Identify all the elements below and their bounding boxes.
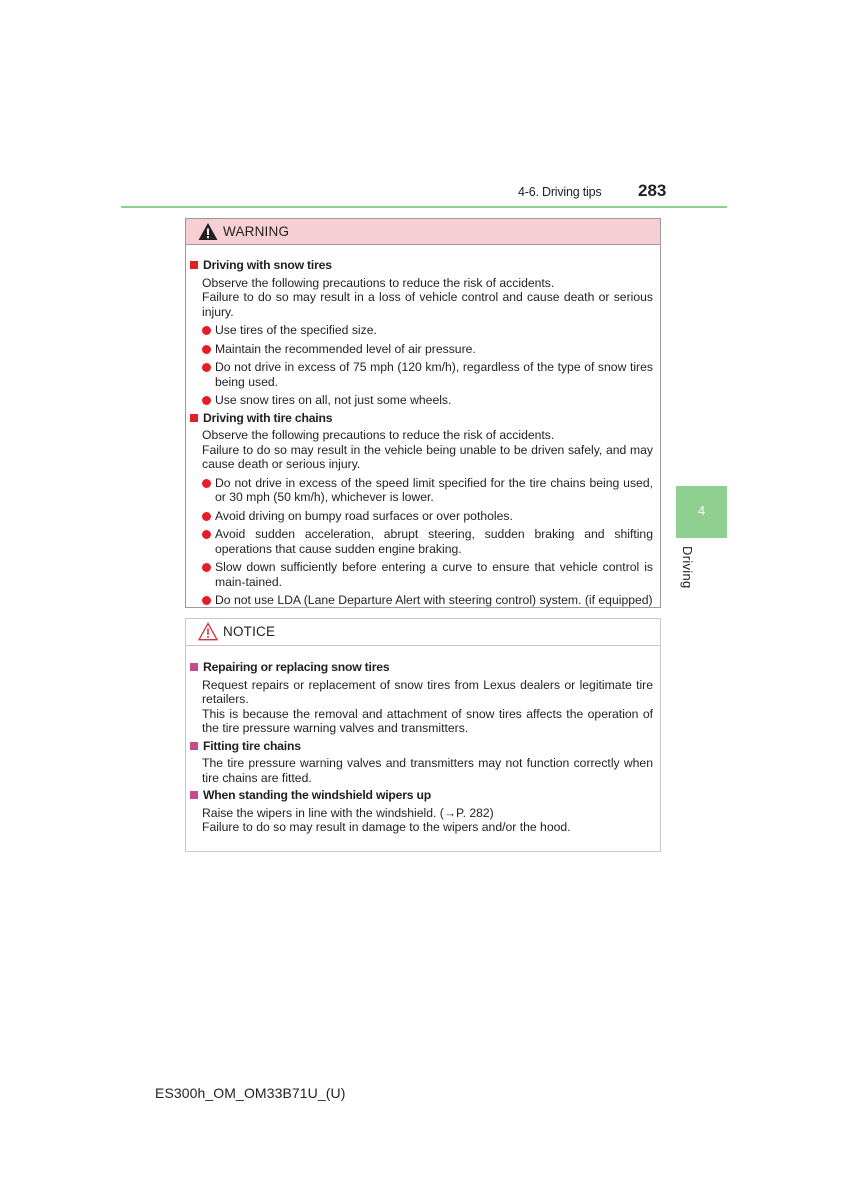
bullet-icon xyxy=(202,326,211,335)
notice-box xyxy=(185,618,661,852)
section-heading: Repairing or replacing snow tires xyxy=(190,660,653,675)
bullet-icon xyxy=(202,479,211,488)
chapter-tab xyxy=(676,486,727,538)
list-item: Avoid driving on bumpy road surfaces or over potholes. xyxy=(202,509,653,524)
square-bullet-icon xyxy=(190,791,198,799)
bullet-icon xyxy=(202,363,211,372)
list-item: Slow down sufficiently before entering a curve to ensure that vehicle control is main-tained. xyxy=(202,560,653,589)
caution-triangle-icon xyxy=(198,622,218,641)
list-item: Maintain the recommended level of air pressure. xyxy=(202,342,653,357)
notice-header xyxy=(186,619,660,646)
bullet-icon xyxy=(202,596,211,605)
notice-section xyxy=(190,739,653,786)
warning-triangle-icon xyxy=(198,222,218,241)
list-item: Do not use LDA (Lane Departure Alert with steering control) system. (if equipped) xyxy=(202,593,653,608)
section-heading: Fitting tire chains xyxy=(190,739,653,754)
square-bullet-icon xyxy=(190,663,198,671)
section-heading: Driving with tire chains xyxy=(190,411,653,426)
list-item: Avoid sudden acceleration, abrupt steering, sudden braking and shifting operations that cause sudden engine braking. xyxy=(202,527,653,556)
notice-content xyxy=(186,646,660,835)
document-code: ES300h_OM_OM33B71U_(U) xyxy=(155,1085,346,1101)
square-bullet-icon xyxy=(190,261,198,269)
notice-title: NOTICE xyxy=(223,624,276,639)
square-bullet-icon xyxy=(190,742,198,750)
paragraph: Raise the wipers in line with the windshield. (→P. 282) Failure to do so may result in damage to the wipers and/or the hood. xyxy=(202,805,571,834)
bullet-list xyxy=(190,476,653,608)
warning-section xyxy=(190,411,653,608)
paragraph: Observe the following precautions to reduce the risk of accidents. Failure to do so may result in a loss of vehicle control and cause death or serious injury. xyxy=(202,275,653,319)
bullet-icon xyxy=(202,530,211,539)
section-heading: When standing the windshield wipers up xyxy=(190,788,653,803)
list-item: Use snow tires on all, not just some wheels. xyxy=(202,393,653,408)
warning-title: WARNING xyxy=(223,224,290,239)
warning-header xyxy=(186,219,660,245)
paragraph: Observe the following precautions to reduce the risk of accidents. Failure to do so may result in the vehicle being unable to be driven safely, and may cause death or serious injury. xyxy=(202,428,653,471)
bullet-icon xyxy=(202,563,211,572)
list-item: Do not drive in excess of 75 mph (120 km/h), regardless of the type of snow tires being used. xyxy=(202,360,653,389)
bullet-icon xyxy=(202,396,211,405)
bullet-icon xyxy=(202,345,211,354)
notice-section xyxy=(190,788,653,835)
chapter-label: Driving xyxy=(680,546,695,589)
notice-section xyxy=(190,660,653,736)
section-heading: Driving with snow tires xyxy=(190,258,653,273)
warning-box xyxy=(185,218,661,608)
chapter-number: 4 xyxy=(697,503,706,518)
header-divider xyxy=(121,206,727,208)
square-bullet-icon xyxy=(190,414,198,422)
bullet-icon xyxy=(202,512,211,521)
paragraph: Request repairs or replacement of snow tires from Lexus dealers or legitimate tire retailers. This is because the removal and attachment of snow tires affects the operation of the tire pressure warning valves and transmitters. xyxy=(202,677,653,735)
paragraph: The tire pressure warning valves and transmitters may not function correctly when tire chains are fitted. xyxy=(202,756,653,785)
page-number: 283 xyxy=(638,181,667,200)
warning-content xyxy=(186,245,660,608)
bullet-list xyxy=(190,323,653,408)
list-item: Use tires of the specified size. xyxy=(202,323,653,338)
list-item: Do not drive in excess of the speed limit specified for the tire chains being used, or 30 mph (50 km/h), whichever is lower. xyxy=(202,476,653,505)
section-header: 4-6. Driving tips xyxy=(518,185,602,199)
warning-section xyxy=(190,258,653,408)
